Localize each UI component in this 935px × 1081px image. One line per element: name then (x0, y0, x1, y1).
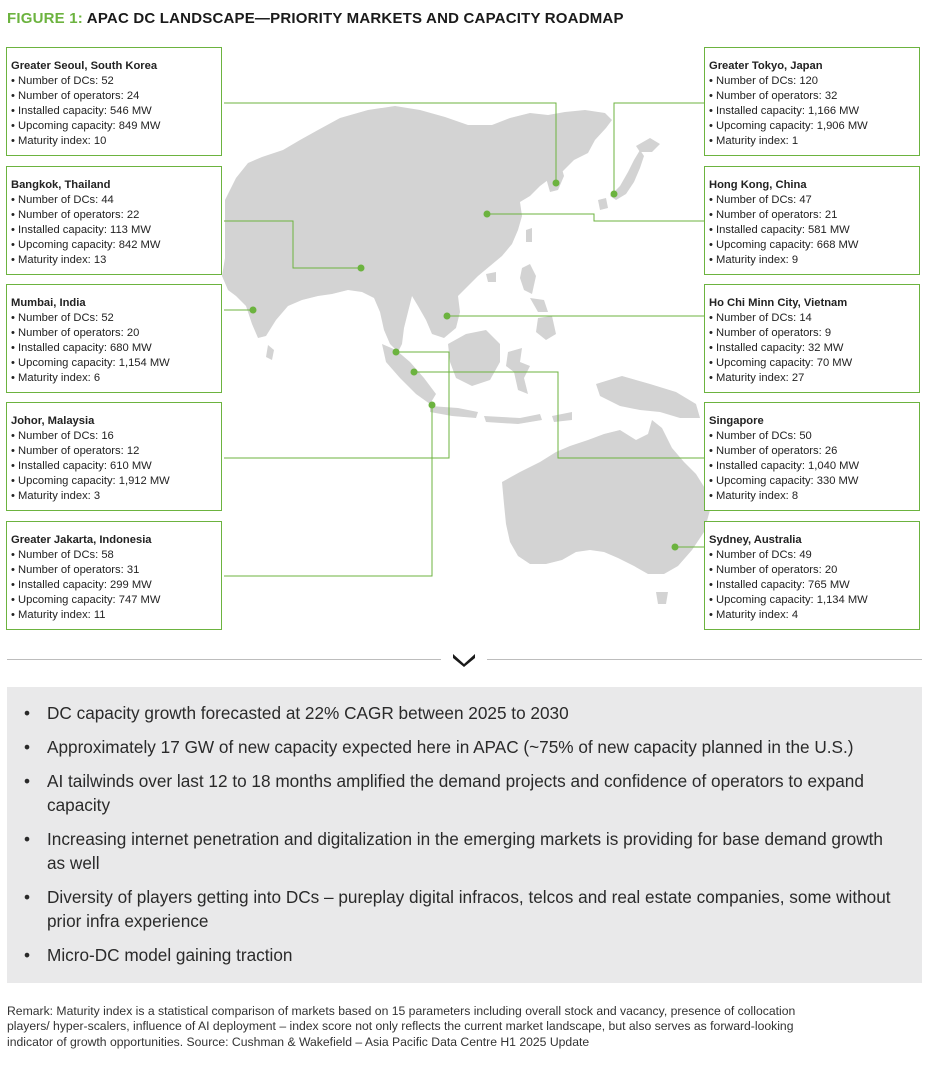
market-maturity: • Maturity index: 8 (709, 490, 799, 502)
market-operators: • Number of operators: 31 (11, 564, 140, 576)
dot-hochiminh (444, 313, 451, 320)
market-box-tokyo (704, 47, 920, 156)
market-name: Singapore (709, 415, 764, 427)
highlight-item (7, 735, 922, 759)
market-installed: • Installed capacity: 113 MW (11, 224, 151, 236)
highlights-panel (7, 687, 922, 983)
bullet: • (24, 737, 31, 757)
bullet: • (24, 887, 31, 907)
connector-jakarta (224, 405, 432, 576)
remark-text: Remark: Maturity index is a statistical comparison of markets based on 15 parameters including overall stock and vacancy, presence of collocation players/ hyper-scalers, influence of AI deployment – index score not only reflects the current market landscape, but also serves as forward-looking indicator of growth opportunities. Source: Cushman & Wakefield – Asia Pacific Data Centre H1 2025 Update (7, 1004, 796, 1049)
market-maturity: • Maturity index: 10 (11, 135, 107, 147)
market-upcoming: • Upcoming capacity: 668 MW (709, 239, 859, 251)
market-box-jakarta (6, 521, 222, 630)
dot-bangkok (358, 265, 365, 272)
australia (502, 420, 710, 574)
market-operators: • Number of operators: 21 (709, 209, 838, 221)
philippines-luzon (520, 264, 536, 294)
market-dc-count: • Number of DCs: 52 (11, 312, 114, 324)
market-maturity: • Maturity index: 13 (11, 254, 107, 266)
market-operators: • Number of operators: 20 (709, 564, 838, 576)
market-maturity: • Maturity index: 9 (709, 254, 799, 266)
highlights-list (7, 687, 922, 967)
japan-kyushu (598, 198, 608, 210)
market-upcoming: • Upcoming capacity: 1,912 MW (11, 475, 170, 487)
dot-mumbai (250, 307, 257, 314)
market-name: Ho Chi Minn City, Vietnam (709, 297, 848, 309)
market-installed: • Installed capacity: 610 MW (11, 460, 152, 472)
dot-seoul (553, 180, 560, 187)
highlight-text: AI tailwinds over last 12 to 18 months amplified the demand projects and confidence of operators to expand capacity (47, 771, 864, 815)
dot-jakarta (429, 402, 436, 409)
market-box-singapore (704, 402, 920, 511)
market-upcoming: • Upcoming capacity: 1,134 MW (709, 594, 868, 606)
market-installed: • Installed capacity: 32 MW (709, 342, 844, 354)
market-upcoming: • Upcoming capacity: 330 MW (709, 475, 859, 487)
market-installed: • Installed capacity: 1,166 MW (709, 105, 860, 117)
lesser-sunda (484, 414, 542, 424)
market-name: Greater Tokyo, Japan (709, 60, 823, 72)
market-box-bangkok (6, 166, 222, 275)
taiwan (526, 228, 532, 242)
market-operators: • Number of operators: 9 (709, 327, 832, 339)
market-name: Mumbai, India (11, 297, 86, 309)
market-name: Sydney, Australia (709, 534, 802, 546)
market-maturity: • Maturity index: 1 (709, 135, 799, 147)
timor (552, 412, 572, 422)
market-upcoming: • Upcoming capacity: 1,154 MW (11, 357, 170, 369)
market-name: Bangkok, Thailand (11, 179, 111, 191)
market-dc-count: • Number of DCs: 16 (11, 430, 114, 442)
dot-tokyo (611, 191, 618, 198)
divider-right (487, 659, 922, 660)
market-operators: • Number of operators: 20 (11, 327, 140, 339)
market-maturity: • Maturity index: 3 (11, 490, 101, 502)
market-upcoming: • Upcoming capacity: 849 MW (11, 120, 161, 132)
market-maturity: • Maturity index: 11 (11, 609, 106, 621)
market-installed: • Installed capacity: 299 MW (11, 579, 152, 591)
market-dc-count: • Number of DCs: 58 (11, 549, 114, 561)
divider-left (7, 659, 441, 660)
highlight-text: Diversity of players getting into DCs – pureplay digital infracos, telcos and real estate companies, some without prior infra experience (47, 887, 891, 931)
highlight-text: Approximately 17 GW of new capacity expected here in APAC (~75% of new capacity planned in the U.S.) (47, 737, 854, 757)
highlight-item (7, 943, 922, 967)
market-operators: • Number of operators: 22 (11, 209, 140, 221)
japan-hokkaido (636, 138, 660, 152)
highlight-item (7, 701, 922, 725)
market-dc-count: • Number of DCs: 120 (709, 75, 818, 87)
market-operators: • Number of operators: 26 (709, 445, 838, 457)
market-maturity: • Maturity index: 6 (11, 372, 101, 384)
sumatra (382, 344, 436, 404)
connector-johor (224, 352, 449, 458)
market-installed: • Installed capacity: 581 MW (709, 224, 850, 236)
market-upcoming: • Upcoming capacity: 747 MW (11, 594, 161, 606)
market-dc-count: • Number of DCs: 44 (11, 194, 114, 206)
market-installed: • Installed capacity: 546 MW (11, 105, 152, 117)
chevron-down-icon (452, 651, 476, 667)
philippines-visayas (530, 298, 548, 312)
dot-singapore (411, 369, 418, 376)
philippines-mindanao (536, 316, 556, 340)
tasmania (656, 592, 668, 604)
market-operators: • Number of operators: 24 (11, 90, 140, 102)
dot-hongkong (484, 211, 491, 218)
figure-label: FIGURE 1: (7, 10, 83, 27)
market-upcoming: • Upcoming capacity: 1,906 MW (709, 120, 868, 132)
bullet: • (24, 771, 31, 791)
market-dc-count: • Number of DCs: 50 (709, 430, 812, 442)
sri-lanka (266, 345, 274, 360)
bullet: • (24, 829, 31, 849)
sulawesi (506, 348, 530, 394)
market-dc-count: • Number of DCs: 47 (709, 194, 812, 206)
market-box-hongkong (704, 166, 920, 275)
market-upcoming: • Upcoming capacity: 70 MW (709, 357, 853, 369)
market-dc-count: • Number of DCs: 49 (709, 549, 812, 561)
market-name: Greater Seoul, South Korea (11, 60, 158, 72)
market-installed: • Installed capacity: 1,040 MW (709, 460, 860, 472)
market-installed: • Installed capacity: 680 MW (11, 342, 152, 354)
market-box-hochiminh (704, 284, 920, 393)
market-dc-count: • Number of DCs: 14 (709, 312, 812, 324)
highlight-text: Micro-DC model gaining traction (47, 945, 293, 965)
highlight-item (7, 885, 922, 933)
market-box-johor (6, 402, 222, 511)
highlight-item (7, 827, 922, 875)
borneo (448, 330, 500, 386)
highlight-item (7, 769, 922, 817)
bullet: • (24, 703, 31, 723)
market-dc-count: • Number of DCs: 52 (11, 75, 114, 87)
highlight-text: Increasing internet penetration and digitalization in the emerging markets is providing for base demand growth as well (47, 829, 883, 873)
market-name: Greater Jakarta, Indonesia (11, 534, 152, 546)
market-box-sydney (704, 521, 920, 630)
market-name: Johor, Malaysia (11, 415, 95, 427)
market-operators: • Number of operators: 32 (709, 90, 838, 102)
asia-mainland (222, 106, 612, 352)
market-upcoming: • Upcoming capacity: 842 MW (11, 239, 161, 251)
hainan (486, 272, 496, 282)
new-guinea (596, 376, 700, 418)
figure-heading: APAC DC LANDSCAPE—PRIORITY MARKETS AND CAPACITY ROADMAP (86, 10, 624, 27)
market-name: Hong Kong, China (709, 179, 807, 191)
dot-johor (393, 349, 400, 356)
market-installed: • Installed capacity: 765 MW (709, 579, 850, 591)
market-operators: • Number of operators: 12 (11, 445, 140, 457)
market-box-seoul (6, 47, 222, 156)
market-maturity: • Maturity index: 4 (709, 609, 799, 621)
java (430, 406, 478, 418)
bullet: • (24, 945, 31, 965)
highlight-text: DC capacity growth forecasted at 22% CAGR between 2025 to 2030 (47, 703, 569, 723)
market-box-mumbai (6, 284, 222, 393)
dot-sydney (672, 544, 679, 551)
market-maturity: • Maturity index: 27 (709, 372, 805, 384)
